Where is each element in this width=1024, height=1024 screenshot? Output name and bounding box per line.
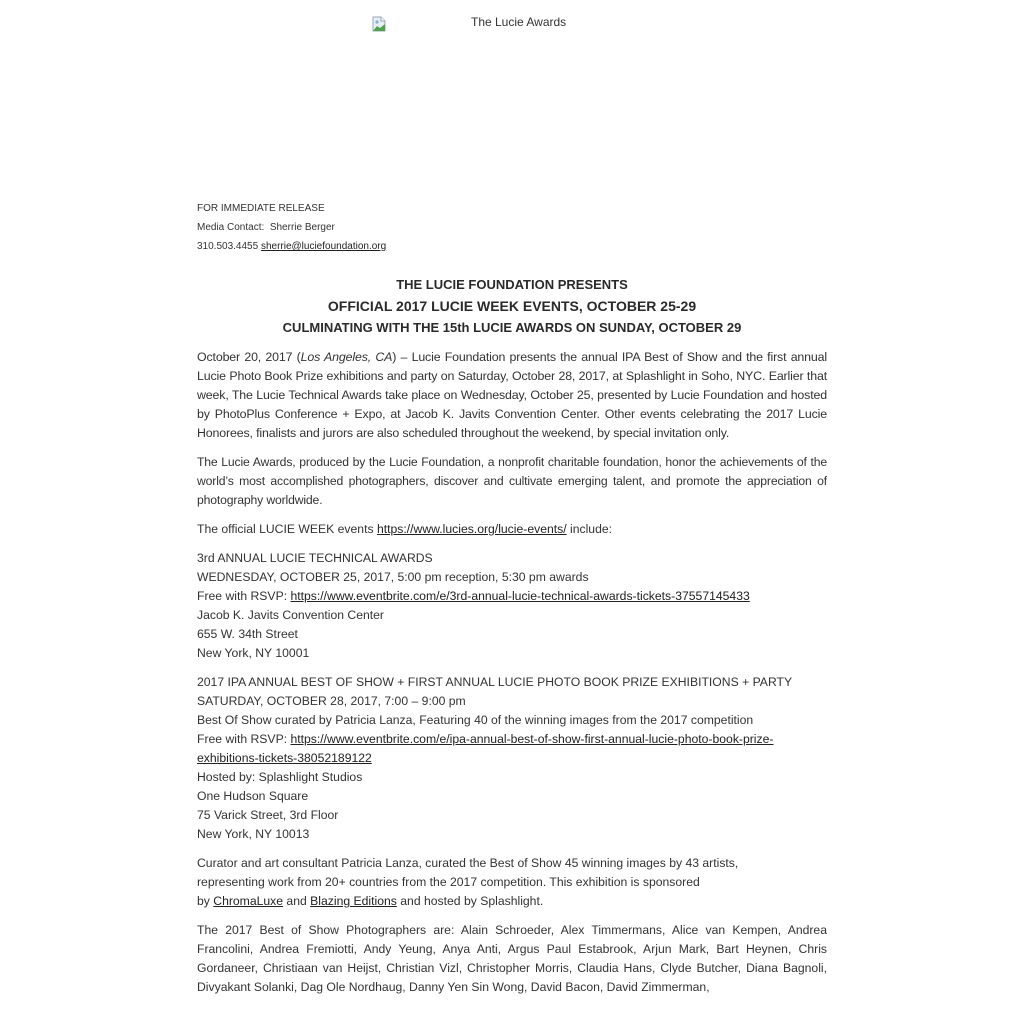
event1-rsvp-label: Free with RSVP: (197, 589, 291, 603)
headlines (197, 276, 827, 340)
events-intro-prefix: The official LUCIE WEEK events (197, 522, 377, 536)
event2-rsvp (197, 730, 827, 749)
events-intro (197, 520, 827, 539)
curator-line-2: representing work from 20+ countries from the 2017 competition. This exhibition is sponsored (197, 875, 700, 889)
curator-line-3 (197, 892, 827, 911)
event2-description: Best Of Show curated by Patricia Lanza, Featuring 40 of the winning images from the 2017 competition (197, 713, 754, 727)
about-paragraph: The Lucie Awards, produced by the Lucie Foundation, a nonprofit charitable foundation, honor the achievements of the world’s most accomplished photographers, discover and cultivate emerging talent, and promote the appreciation of photography worldwide. (197, 455, 827, 507)
intro-paragraph (197, 348, 827, 443)
event2-rsvp-link[interactable]: https://www.eventbrite.com/e/ipa-annual-best-of-show-first-annual-lucie-photo-book-prize- (290, 732, 774, 746)
event2-title: 2017 IPA ANNUAL BEST OF SHOW + FIRST ANNUAL LUCIE PHOTO BOOK PRIZE EXHIBITIONS + PARTY (197, 675, 793, 689)
event2-city: New York, NY 10013 (197, 827, 310, 841)
release-label: FOR IMMEDIATE RELEASE (197, 203, 325, 214)
release-body (197, 348, 827, 1007)
chromaluxe-link[interactable]: ChromaLuxe (213, 894, 284, 908)
blazing-editions-link[interactable]: Blazing Editions (310, 894, 397, 908)
event2-street: 75 Varick Street, 3rd Floor (197, 808, 339, 822)
event1-venue: Jacob K. Javits Convention Center (197, 608, 384, 622)
curator-paragraph (197, 854, 827, 911)
event1-title: 3rd ANNUAL LUCIE TECHNICAL AWARDS (197, 551, 433, 565)
logo (371, 14, 631, 184)
event2-host: Hosted by: Splashlight Studios (197, 770, 363, 784)
headline-1: THE LUCIE FOUNDATION PRESENTS (396, 277, 628, 292)
headline-3: CULMINATING WITH THE 15th LUCIE AWARDS ON SUNDAY, OCTOBER 29 (282, 320, 742, 335)
event-best-of-show (197, 673, 827, 844)
headline-2: OFFICIAL 2017 LUCIE WEEK EVENTS, OCTOBER 25-29 (327, 298, 697, 314)
curator-line-1: Curator and art consultant Patricia Lanza, curated the Best of Show 45 winning images by 43 artists, (197, 856, 739, 870)
broken-image-icon (371, 16, 387, 32)
event1-datetime: WEDNESDAY, OCTOBER 25, 2017, 5:00 pm reception, 5:30 pm awards (197, 570, 589, 584)
curator-line3-suffix: and hosted by Splashlight. (396, 894, 544, 908)
event1-street: 655 W. 34th Street (197, 627, 298, 641)
lucie-events-link[interactable]: https://www.lucies.org/lucie-events/ (376, 522, 567, 536)
curator-and: and (283, 894, 311, 908)
intro-text: – Lucie Foundation presents the annual IPA Best of Show and the first annual Lucie Photo Book Prize exhibitions and party on Saturday, October 28, 2017, at Splashlight in Soho, NYC. Earlier that week, The Lucie Technical Awards take place on Wednesday, October 25, presented by Lucie Foundation and hosted by PhotoPlus Conference + Expo, at Jacob K. Javits Convention Center. Other events celebrating the 2017 Lucie Honorees, finalists and jurors are also scheduled throughout the weekend, by special invitation only. (197, 350, 827, 440)
event2-rsvp-link-cont[interactable]: exhibitions-tickets-38052189122 (197, 751, 372, 765)
event1-rsvp-link[interactable]: https://www.eventbrite.com/e/3rd-annual-lucie-technical-awards-tickets-37557145433 (290, 589, 750, 603)
contact-line (197, 238, 386, 257)
curator-line3-prefix: by (197, 894, 214, 908)
dateline-suffix: ) (392, 350, 397, 364)
event-technical-awards (197, 549, 827, 663)
media-contact-label: Media Contact: (197, 222, 265, 233)
media-contact-name: Sherrie Berger (269, 222, 335, 233)
photographers-paragraph: The 2017 Best of Show Photographers are: Alain Schroeder, Alex Timmermans, Alice van Kempen, Andrea Francolini, Andrea Fremiotti, Andy Yeung, Anya Anti, Argus Paul Estabrook, Arjun Mark, Bart Heynen, Chris Gordaneer, Christiaan van Heijst, Christian Vizl, Christopher Morris, Claudia Hans, Clyde Butcher, Diana Bagnoli, Divyakant Solanki, Dag Ole Nordhaug, Danny Yen Sin Wong, David Bacon, David Zimmerman, (197, 923, 827, 994)
dateline-prefix: October 20, 2017 ( (197, 350, 301, 364)
contact-phone: 310.503.4455 (197, 241, 259, 252)
dateline-location: Los Angeles, CA (300, 350, 393, 364)
event2-building: One Hudson Square (197, 789, 309, 803)
event1-rsvp (197, 587, 827, 606)
logo-alt-text: The Lucie Awards (471, 15, 567, 29)
media-contact (197, 219, 386, 238)
event1-city: New York, NY 10001 (197, 646, 310, 660)
contact-email-link[interactable]: sherrie@luciefoundation.org (260, 241, 387, 252)
event2-rsvp-label: Free with RSVP: (197, 732, 291, 746)
event2-datetime: SATURDAY, OCTOBER 28, 2017, 7:00 – 9:00 pm (197, 694, 466, 708)
event2-rsvp-cont (197, 749, 827, 768)
release-info (197, 200, 386, 257)
events-intro-suffix: include: (566, 522, 613, 536)
